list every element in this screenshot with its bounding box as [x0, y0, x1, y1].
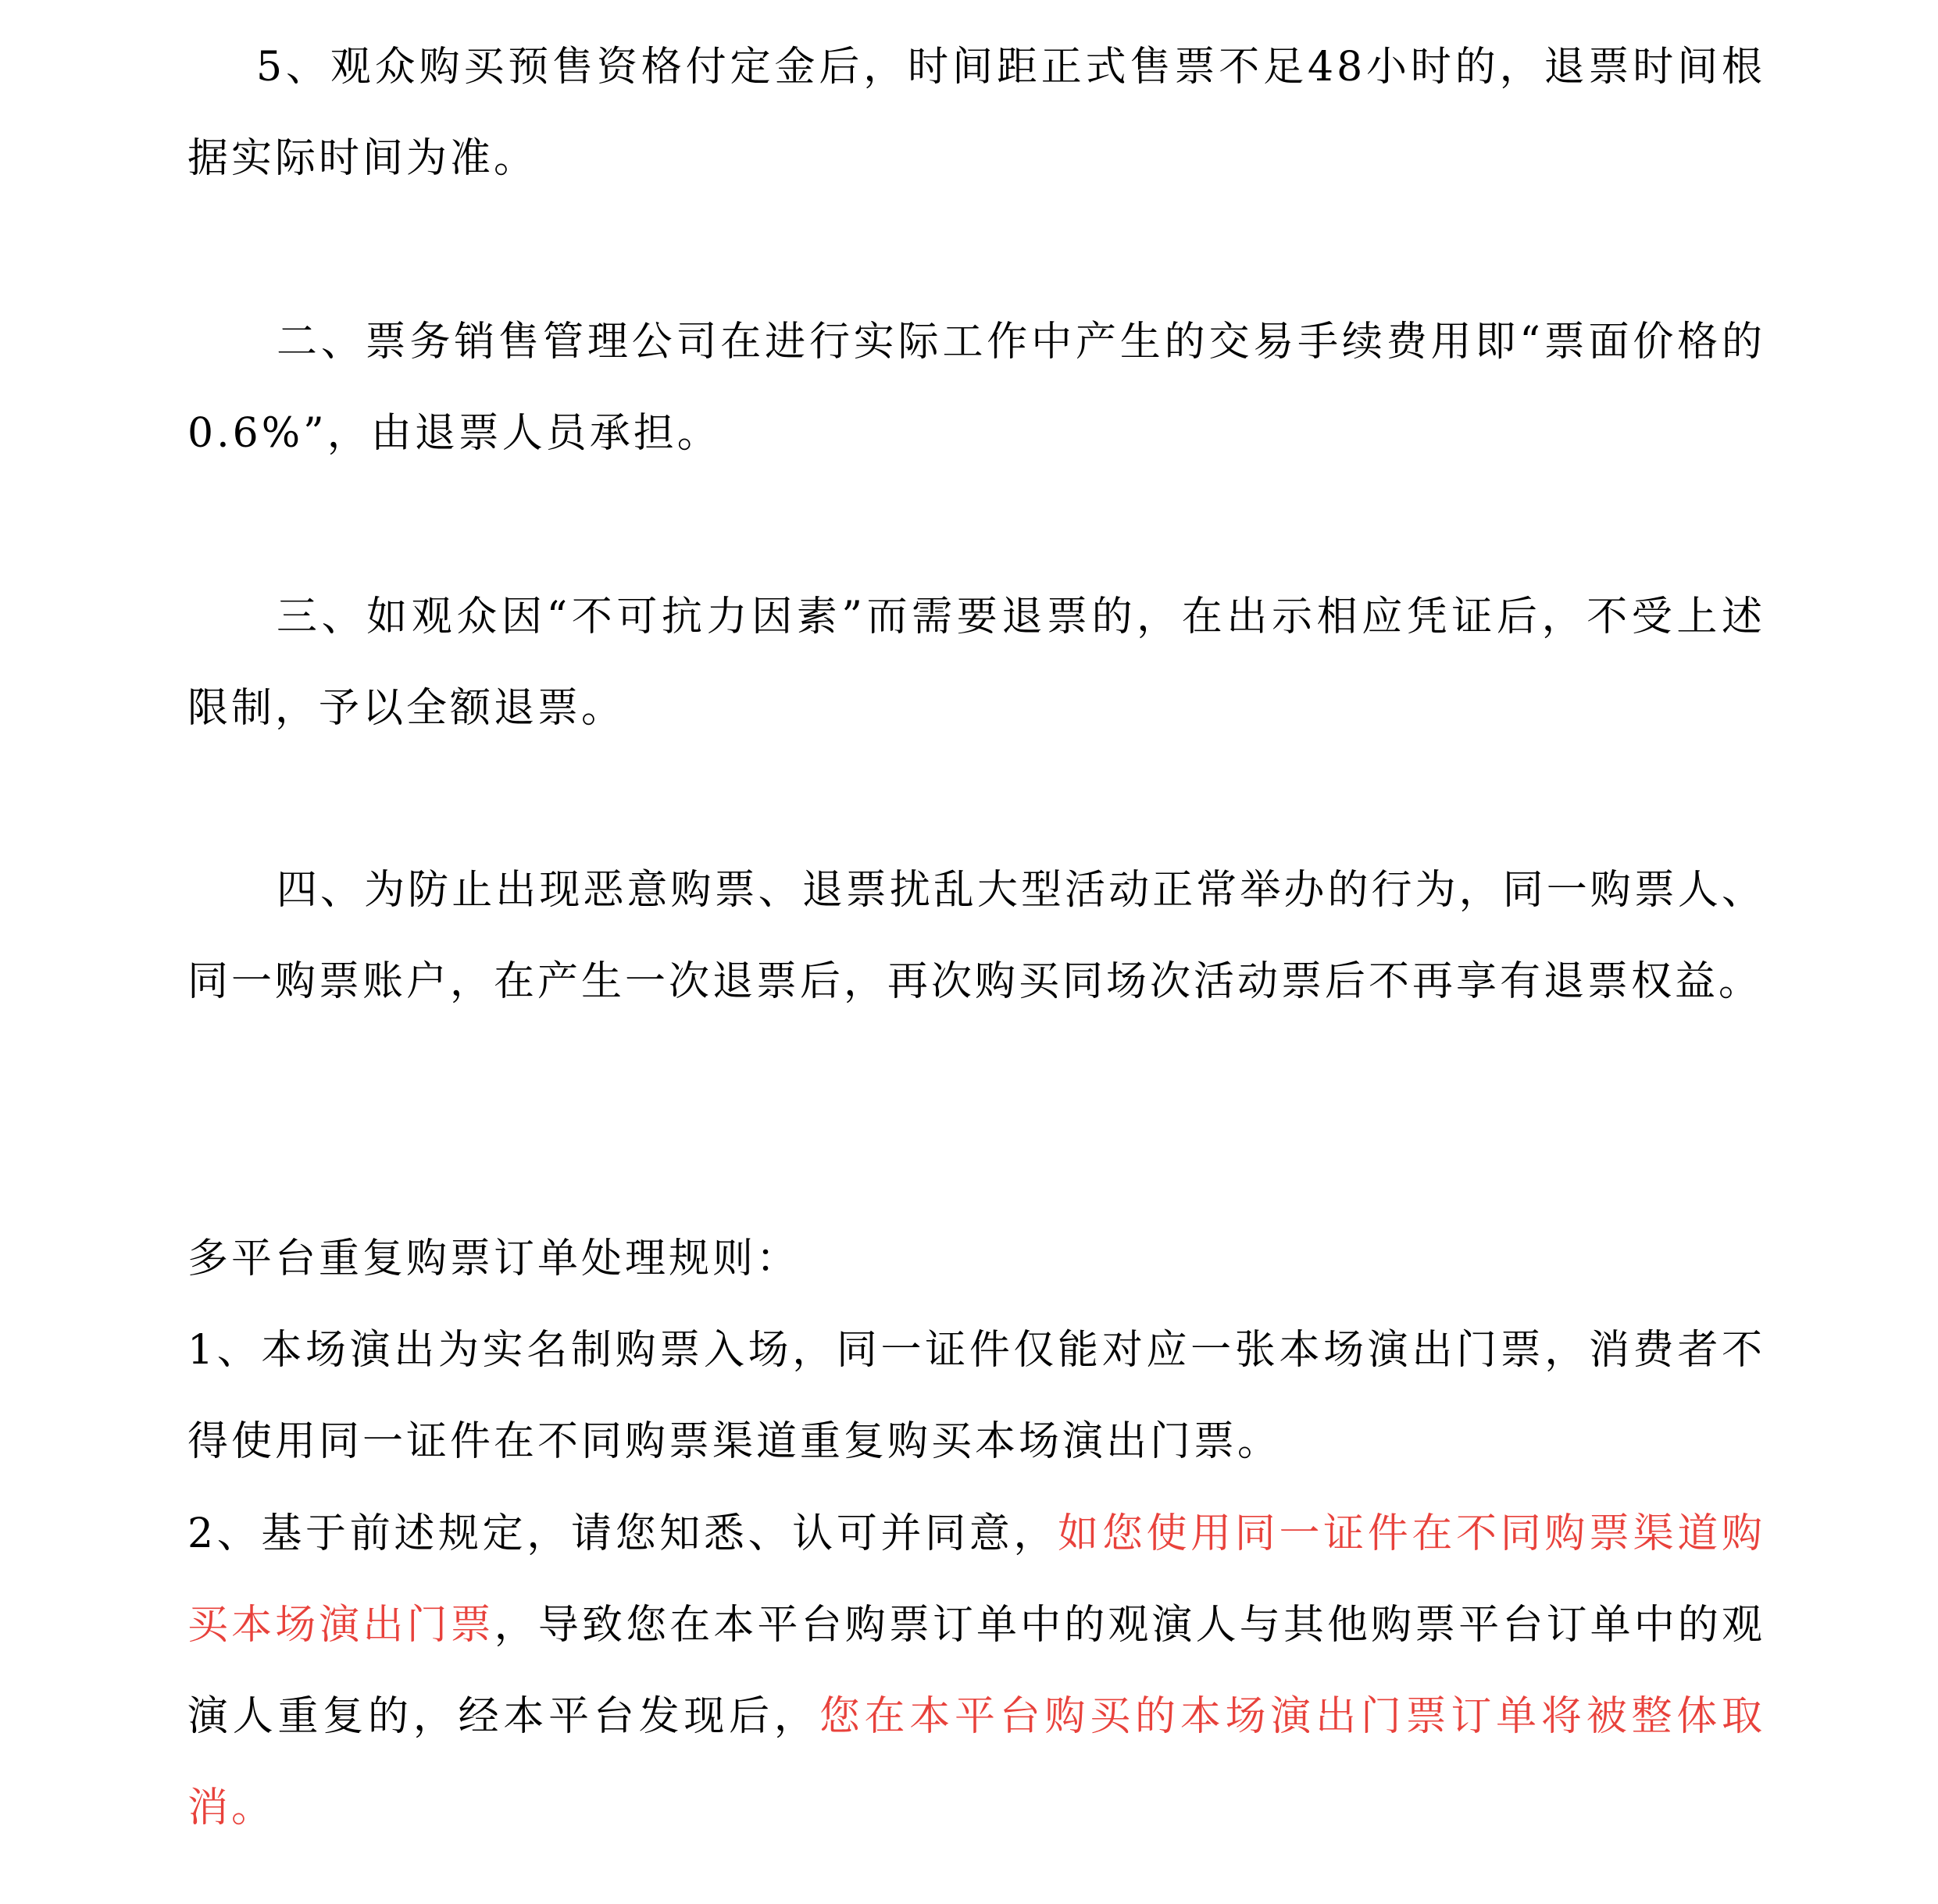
item-5-paragraph: 5、观众购买预售资格付定金后，时间距正式售票不足48小时的，退票时间根据实际时间为准。: [187, 44, 1765, 182]
section-4-paragraph: 四、为防止出现恶意购票、退票扰乱大型活动正常举办的行为，同一购票人、同一购票账户，在产生一次退票后，再次购买同场次活动票后不再享有退票权益。: [187, 867, 1765, 1005]
rule-2-highlight-b: 您在本平台购买的本场演出门票订单将被整体取消。: [187, 1693, 1765, 1831]
rules-title: 多平台重复购票订单处理规则：: [187, 1235, 801, 1282]
section-2-paragraph: 二、票务销售管理公司在进行实际工作中产生的交易手续费用即“票面价格的0.6%”，由退票人员承担。: [187, 319, 1765, 457]
rule-2-text-a: 2、基于前述规定，请您知悉、认可并同意，: [187, 1510, 1058, 1557]
rule-2-paragraph: [187, 1489, 1765, 1854]
rule-2-highlight-a: 如您使用同一证件在不同购票渠道购买本场演出门票: [187, 1510, 1765, 1649]
rule-1-paragraph: 1、本场演出为实名制购票入场，同一证件仅能对应一张本场演出门票，消费者不得使用同一证件在不同购票渠道重复购买本场演出门票。: [187, 1327, 1765, 1465]
rule-2-text-b: ，导致您在本平台购票订单中的观演人与其他购票平台订单中的观演人重复的，经本平台发现后，: [187, 1602, 1765, 1740]
section-3-paragraph: 三、如观众因“不可抗力因素”而需要退票的，在出示相应凭证后，不受上述限制，予以全额退票。: [187, 594, 1765, 732]
